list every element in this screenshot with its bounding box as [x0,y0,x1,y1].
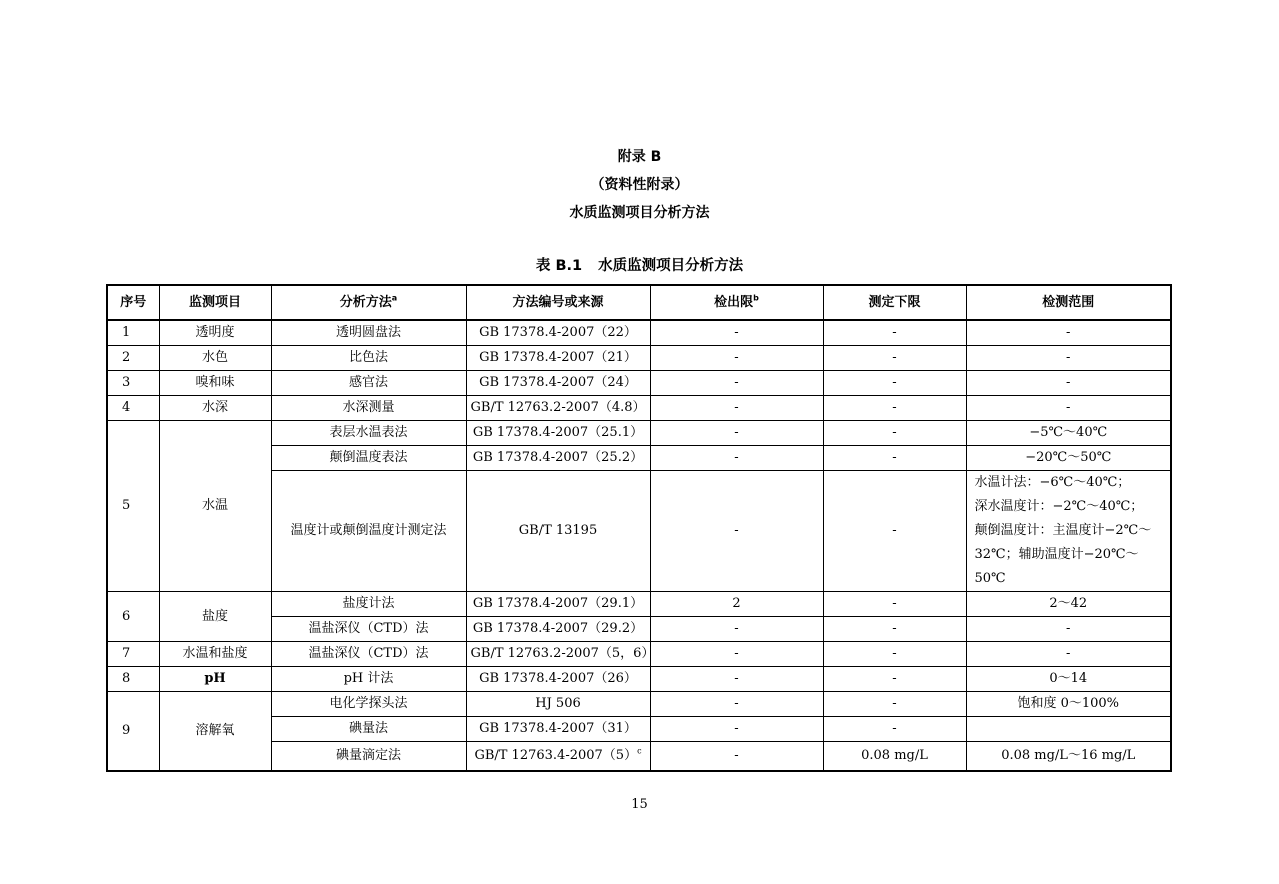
cell-range: −5℃～40℃ [966,421,1171,446]
cell-lower: 0.08 mg/L [823,742,966,771]
cell-lower: - [823,717,966,742]
cell-range [966,471,1171,592]
header-limit-footnote: b [753,293,759,303]
table-row [107,371,1171,396]
cell-range: - [966,642,1171,667]
cell-lower: - [823,320,966,346]
table-caption [0,256,1279,276]
cell-item: 盐度 [159,592,271,642]
cell-method: 感官法 [271,371,466,396]
cell-seq: 1 [107,320,159,346]
page-number: 15 [631,797,648,812]
cell-limit: - [650,742,823,771]
cell-limit: - [650,396,823,421]
cell-range: −20℃～50℃ [966,446,1171,471]
table-row [107,320,1171,346]
cell-item: 溶解氧 [159,692,271,771]
cell-limit: - [650,320,823,346]
cell-source: GB 17378.4-2007（29.1） [466,592,650,617]
appendix-heading: 水质监测项目分析方法 [569,205,710,221]
table-row [107,642,1171,667]
cell-source: GB 17378.4-2007（31） [466,717,650,742]
cell-item: 水色 [159,346,271,371]
cell-limit: - [650,446,823,471]
table-row [107,346,1171,371]
cell-range: - [966,396,1171,421]
cell-limit: - [650,371,823,396]
table-row [107,692,1171,717]
header-lower: 测定下限 [823,285,966,320]
cell-lower: - [823,396,966,421]
cell-item: 水温 [159,421,271,592]
cell-range: 0.08 mg/L～16 mg/L [966,742,1171,771]
appendix-title: 附录 B [617,149,662,165]
cell-item: 透明度 [159,320,271,346]
range-line: 颠倒温度计：主温度计−2℃～ [974,523,1152,538]
cell-source [466,742,650,771]
cell-source: GB 17378.4-2007（24） [466,371,650,396]
table-row [107,667,1171,692]
cell-range: - [966,617,1171,642]
cell-lower: - [823,471,966,592]
cell-method: 表层水温表法 [271,421,466,446]
cell-source: GB/T 12763.2-2007（5，6） [466,642,650,667]
header-method-label: 分析方法 [339,294,392,310]
cell-method: 颠倒温度表法 [271,446,466,471]
cell-limit: - [650,421,823,446]
cell-seq: 8 [107,667,159,692]
table-caption-title: 水质监测项目分析方法 [598,258,744,274]
cell-lower: - [823,446,966,471]
header-source: 方法编号或来源 [466,285,650,320]
table-row [107,592,1171,617]
table-caption-number: 表 B.1 [535,258,583,274]
cell-seq: 4 [107,396,159,421]
cell-range: - [966,346,1171,371]
header-limit-label: 检出限 [714,294,754,310]
cell-range: 0～14 [966,667,1171,692]
cell-item: 嗅和味 [159,371,271,396]
methods-table [106,284,1172,772]
header-seq: 序号 [107,285,159,320]
range-line: 32℃；辅助温度计−20℃～50℃ [974,547,1139,586]
cell-method: 温盐深仪（CTD）法 [271,617,466,642]
cell-method: 碘量法 [271,717,466,742]
table-row [107,421,1171,446]
cell-range: 饱和度 0～100% [966,692,1171,717]
cell-limit: - [650,471,823,592]
cell-source: GB/T 12763.2-2007（4.8） [466,396,650,421]
cell-source: GB/T 13195 [466,471,650,592]
cell-seq: 6 [107,592,159,642]
cell-source: GB 17378.4-2007（25.2） [466,446,650,471]
cell-seq: 5 [107,421,159,592]
cell-method: 盐度计法 [271,592,466,617]
cell-range [966,717,1171,742]
cell-method: 温盐深仪（CTD）法 [271,642,466,667]
cell-source: GB 17378.4-2007（26） [466,667,650,692]
cell-lower: - [823,667,966,692]
header-method-footnote: a [391,293,398,303]
cell-method: 水深测量 [271,396,466,421]
cell-seq: 3 [107,371,159,396]
header-method [271,285,466,320]
table-header-row [107,285,1171,320]
cell-lower: - [823,421,966,446]
cell-limit: - [650,617,823,642]
cell-source: HJ 506 [466,692,650,717]
source-footnote: c [637,746,642,756]
cell-seq: 2 [107,346,159,371]
header-limit [650,285,823,320]
cell-range: - [966,371,1171,396]
range-line: 深水温度计：−2℃～40℃； [974,499,1144,514]
cell-lower: - [823,346,966,371]
cell-lower: - [823,642,966,667]
header-item: 监测项目 [159,285,271,320]
cell-item: pH [159,667,271,692]
cell-source-text: GB/T 12763.4-2007（5） [474,747,638,763]
cell-lower: - [823,592,966,617]
header-range: 检测范围 [966,285,1171,320]
cell-lower: - [823,692,966,717]
appendix-subtitle: （资料性附录） [590,177,689,193]
cell-method: 温度计或颠倒温度计测定法 [271,471,466,592]
table-row [107,396,1171,421]
cell-source: GB 17378.4-2007（21） [466,346,650,371]
cell-limit: - [650,346,823,371]
cell-limit: - [650,692,823,717]
cell-limit: - [650,642,823,667]
cell-method: 碘量滴定法 [271,742,466,771]
cell-range: - [966,320,1171,346]
cell-limit: - [650,667,823,692]
cell-seq: 9 [107,692,159,771]
cell-item: 水深 [159,396,271,421]
cell-source: GB 17378.4-2007（29.2） [466,617,650,642]
cell-source: GB 17378.4-2007（25.1） [466,421,650,446]
range-line: 水温计法：−6℃～40℃； [974,475,1131,490]
cell-source: GB 17378.4-2007（22） [466,320,650,346]
cell-seq: 7 [107,642,159,667]
cell-lower: - [823,371,966,396]
cell-limit: 2 [650,592,823,617]
cell-lower: - [823,617,966,642]
cell-range: 2～42 [966,592,1171,617]
cell-item: 水温和盐度 [159,642,271,667]
cell-method: 电化学探头法 [271,692,466,717]
cell-method: pH 计法 [271,667,466,692]
cell-limit: - [650,717,823,742]
cell-method: 比色法 [271,346,466,371]
cell-method: 透明圆盘法 [271,320,466,346]
